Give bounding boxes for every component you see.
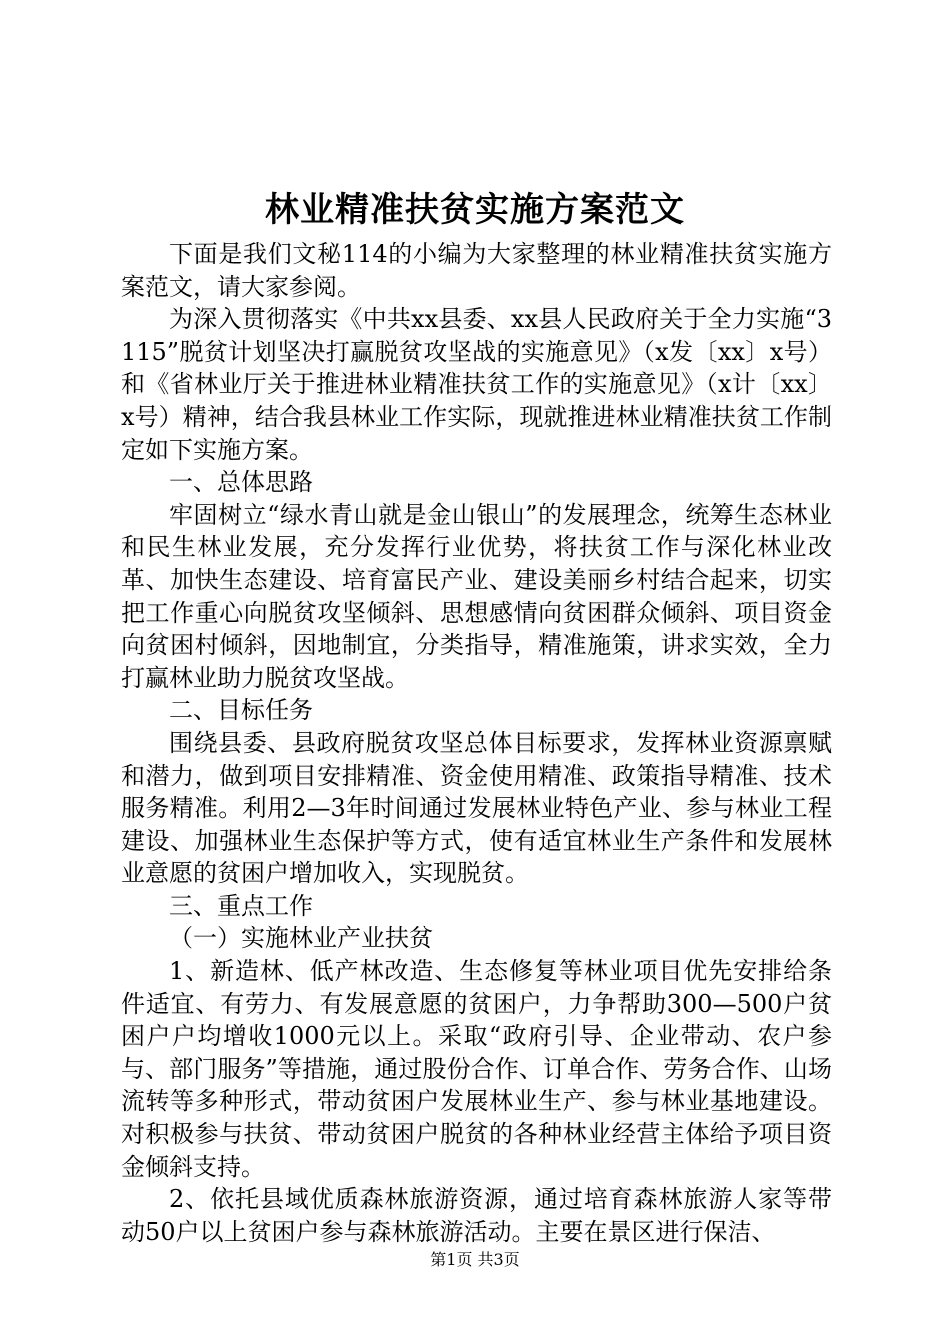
section-heading-key-work: 三、重点工作 <box>169 891 313 920</box>
purpose-paragraph: 为深入贯彻落实《中共xx县委、xx县人民政府关于全力实施“3115”脱贫计划坚决打赢脱贫攻坚战的实施意见》（x发〔xx〕x号）和《省林业厅关于推进林业精准扶贫工作的实施意见》（x计〔xx〕x号）精神，结合我县林业工作实际，现就推进林业精准扶贫工作制定如下实施方案。 <box>121 305 832 464</box>
document-title: 林业精准扶贫实施方案范文 <box>265 190 685 230</box>
section-heading-goals: 二、目标任务 <box>169 696 313 725</box>
item-paragraph-2: 2、依托县域优质森林旅游资源，通过培育森林旅游人家等带动50户以上贫困户参与森林旅游活动。主要在景区进行保洁、 <box>121 1185 832 1246</box>
overall-approach-paragraph: 牢固树立“绿水青山就是金山银山”的发展理念，统筹生态林业和民生林业发展，充分发挥行业优势，将扶贫工作与深化林业改革、加快生态建设、培育富民产业、建设美丽乡村结合起来，切实把工作重心向脱贫攻坚倾斜、思想感情向贫困群众倾斜、项目资金向贫困村倾斜，因地制宜，分类指导，精准施策，讲求实效，全力打赢林业助力脱贫攻坚战。 <box>121 500 832 692</box>
section-heading-overall-approach: 一、总体思路 <box>169 468 313 497</box>
subsection-heading-industry: （一）实施林业产业扶贫 <box>169 924 433 953</box>
intro-paragraph: 下面是我们文秘114的小编为大家整理的林业精准扶贫实施方案范文，请大家参阅。 <box>121 240 832 301</box>
item-paragraph-1: 1、新造林、低产林改造、生态修复等林业项目优先安排给条件适宜、有劳力、有发展意愿的贫困户，力争帮助300—500户贫困户户均增收1000元以上。采取“政府引导、企业带动、农户参与、部门服务”等措施，通过股份合作、订单合作、劳务合作、山场流转等多种形式，带动贫困户发展林业生产、参与林业基地建设。对积极参与扶贫、带动贫困户脱贫的各种林业经营主体给予项目资金倾斜支持。 <box>121 957 832 1181</box>
document-body <box>121 238 832 1248</box>
goals-paragraph: 围绕县委、县政府脱贫攻坚总体目标要求，发挥林业资源禀赋和潜力，做到项目安排精准、资金使用精准、政策指导精准、技术服务精准。利用2—3年时间通过发展林业特色产业、参与林业工程建设、加强林业生态保护等方式，使有适宜林业生产条件和发展林业意愿的贫困户增加收入，实现脱贫。 <box>121 728 832 888</box>
page-number-footer: 第1页 共3页 <box>430 1250 520 1269</box>
